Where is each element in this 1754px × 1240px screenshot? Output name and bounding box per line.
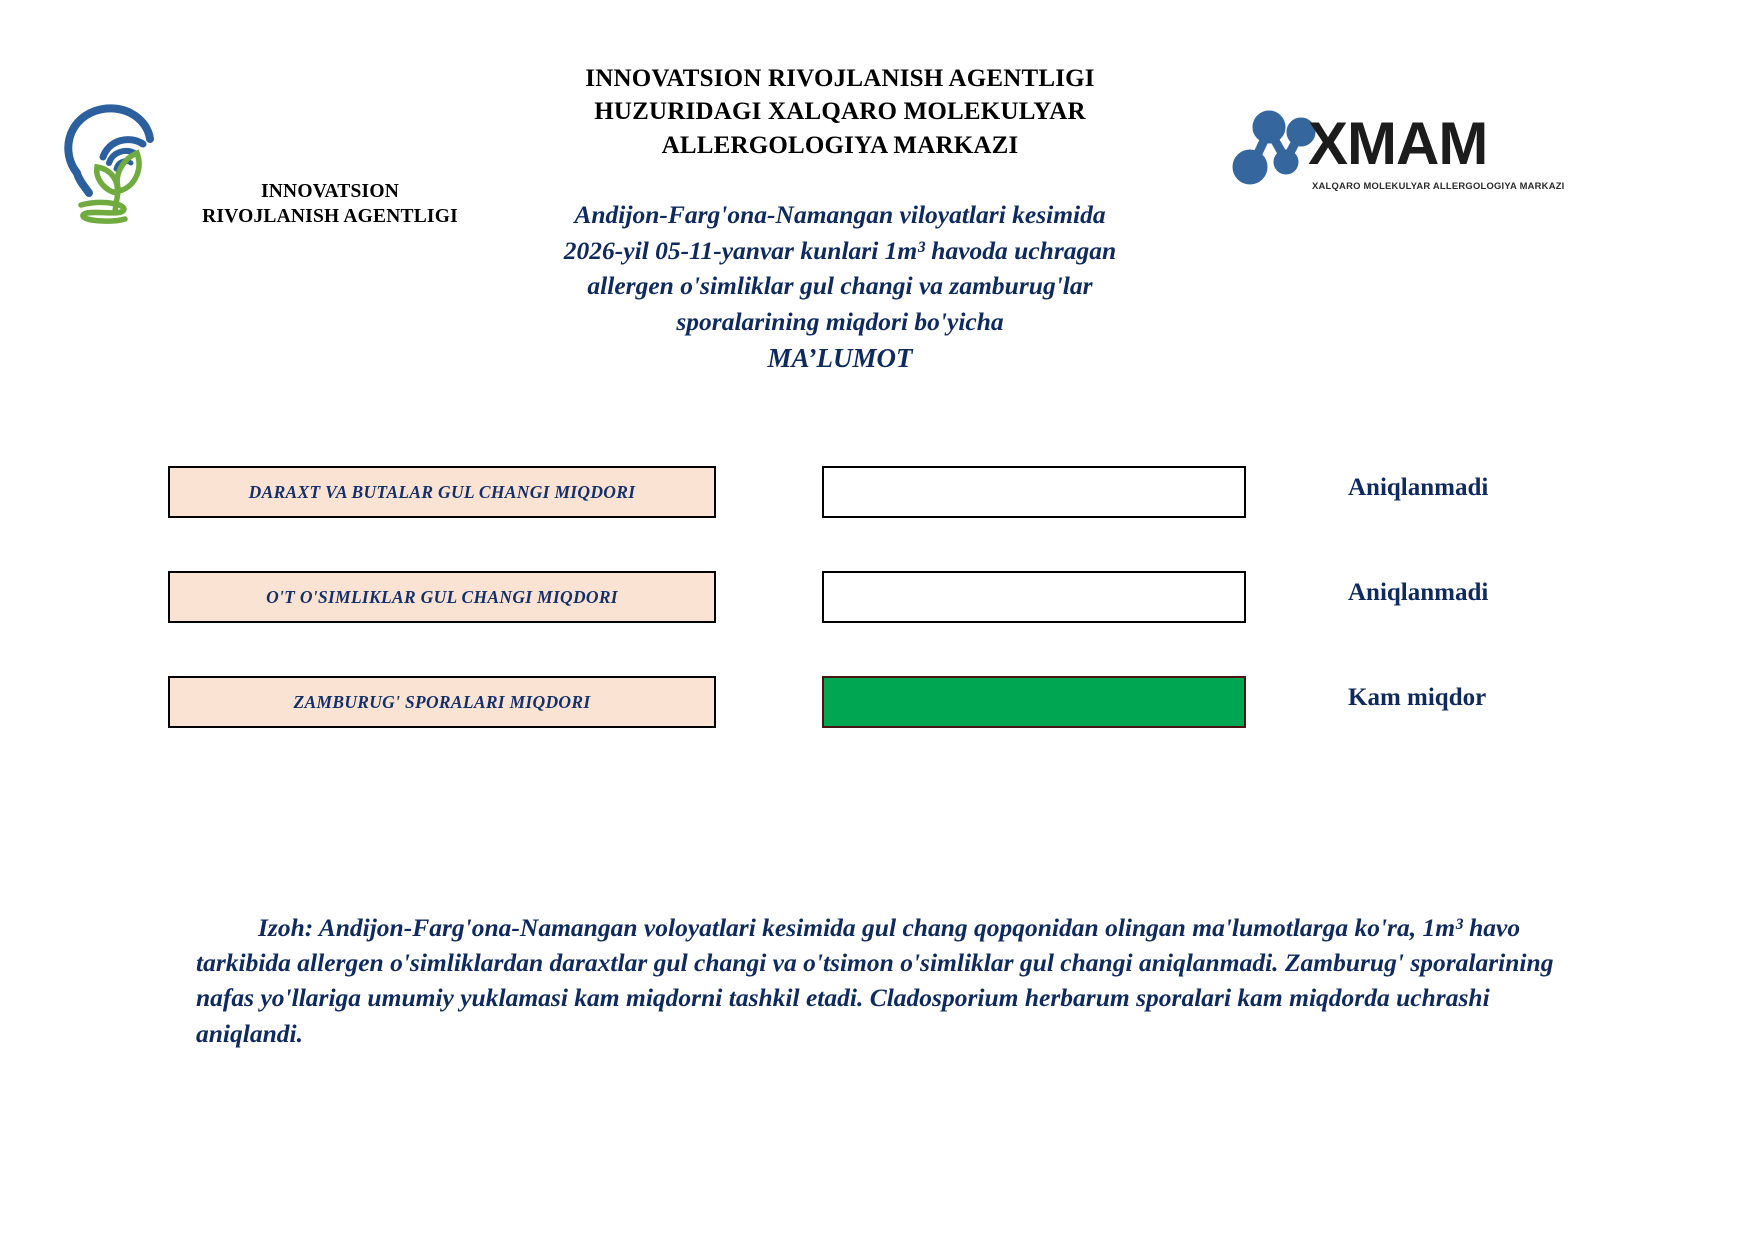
document-header <box>0 0 1754 440</box>
level-bar-trees <box>822 466 1246 518</box>
logo-caption-line-1: INNOVATSION <box>260 181 399 202</box>
category-label-trees: DARAXT VA BUTALAR GUL CHANGI MIQDORI <box>248 481 636 502</box>
status-label-trees: Aniqlanmadi <box>1348 474 1489 501</box>
explanatory-note: Izoh: Andijon-Farg'ona-Namangan voloyatlari kesimida gul chang qopqonidan olingan ma'lumotlarga ko'ra, 1m³ havo tarkibida allergen o'simliklardan daraxtlar gul changi va o'tsimon o'simliklar gul changi aniqlanmadi. Zamburug' sporalarining nafas yo'llariga umumiy yuklamasi kam miqdorni tashkil etadi. Cladosporium herbarum sporalari kam miqdorda uchrashi aniqlandi. <box>196 913 1554 1048</box>
org-title-line-2: HUZURIDAGI XALQARO MOLEKULYAR <box>594 98 1086 126</box>
logo-caption-line-2: RIVOJLANISH AGENTLIGI <box>202 205 458 227</box>
measurement-row-grasses <box>0 571 1754 627</box>
document-subtitle <box>450 197 1230 378</box>
xmam-wordmark: XMAM <box>1308 110 1488 177</box>
innovation-agency-logo-caption <box>180 180 480 230</box>
category-box-grasses <box>168 571 716 623</box>
category-box-trees <box>168 466 716 518</box>
category-label-spores: ZAMBURUG' SPORALARI MIQDORI <box>293 691 591 712</box>
status-label-spores: Kam miqdor <box>1348 684 1487 711</box>
measurement-rows <box>0 466 1754 781</box>
xmam-logo <box>1228 100 1565 210</box>
category-label-grasses: O'T O'SIMLIKLAR GUL CHANGI MIQDORI <box>266 586 618 607</box>
status-label-grasses: Aniqlanmadi <box>1348 579 1489 606</box>
lightbulb-sprout-icon <box>55 95 175 225</box>
molecule-icon <box>1228 104 1316 186</box>
subtitle-line-4: sporalarining miqdori bo'yicha <box>676 307 1004 337</box>
innovation-agency-logo <box>55 95 475 260</box>
level-bar-spores <box>822 676 1246 728</box>
org-title-line-1: INNOVATSION RIVOJLANISH AGENTLIGI <box>585 65 1095 92</box>
xmam-logo-subtitle: XALQARO MOLEKULYAR ALLERGOLOGIYA MARKAZI <box>1312 180 1565 191</box>
org-title-line-3: ALLERGOLOGIYA MARKAZI <box>661 131 1019 159</box>
category-box-spores <box>168 676 716 728</box>
organization-title <box>460 62 1220 162</box>
subtitle-line-1: Andijon-Farg'ona-Namangan viloyatlari kesimida <box>574 200 1106 229</box>
level-bar-grasses <box>822 571 1246 623</box>
subtitle-line-3: allergen o'simliklar gul changi va zamburug'lar <box>587 271 1093 301</box>
measurement-row-spores <box>0 676 1754 732</box>
subtitle-line-2: 2026-yil 05-11-yanvar kunlari 1m³ havoda uchragan <box>563 235 1117 265</box>
document-type-heading: MA’LUMOT <box>767 342 913 373</box>
measurement-row-trees <box>0 466 1754 522</box>
